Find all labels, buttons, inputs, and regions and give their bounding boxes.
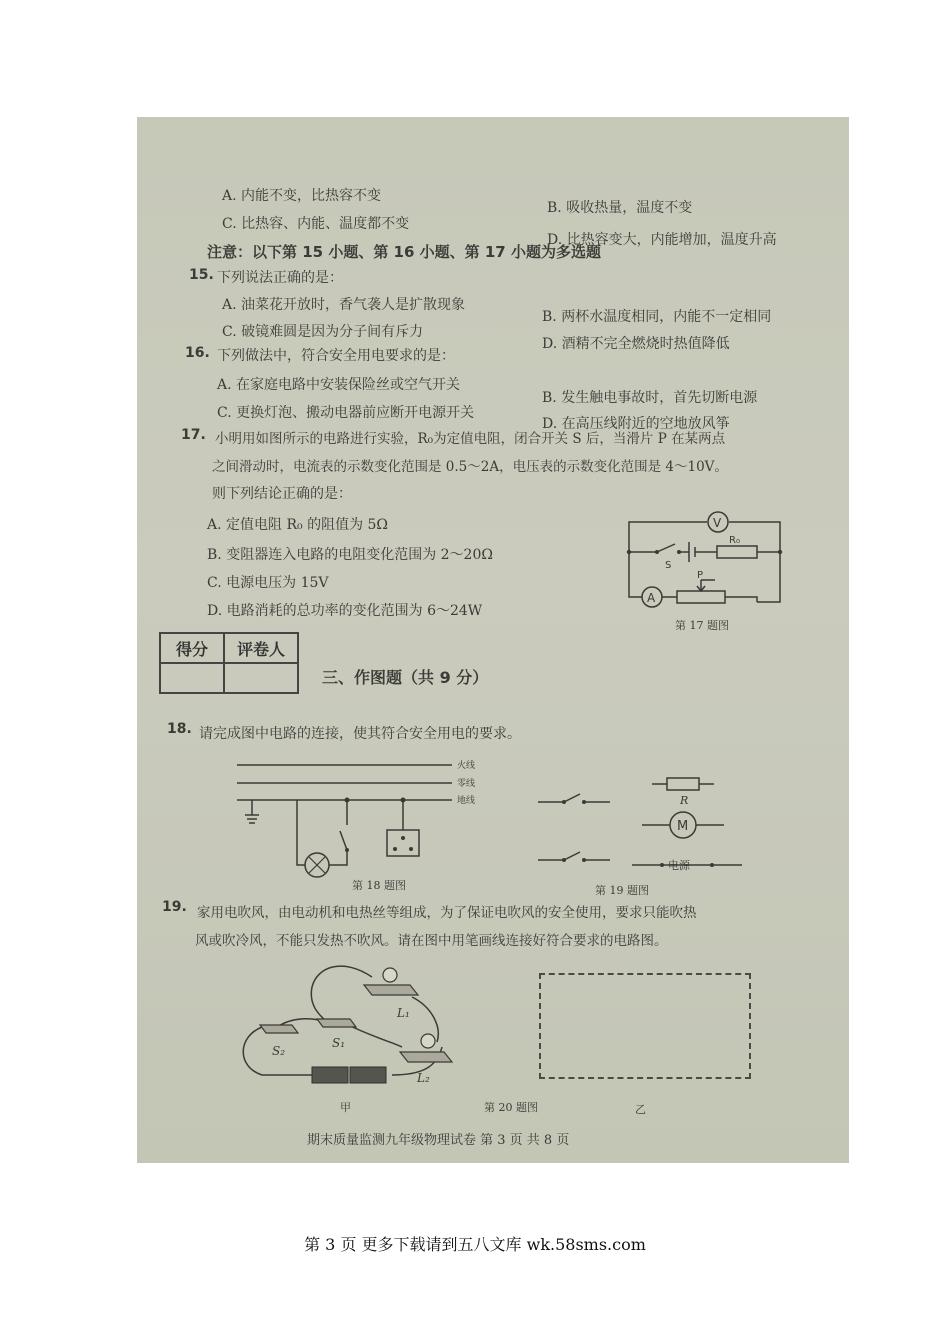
q15-stem: 下列说法正确的是： <box>217 270 343 286</box>
answer-box-yi[interactable] <box>539 973 751 1079</box>
exam-page-photo <box>137 117 849 1163</box>
multi-choice-notice: 注意：以下第 15 小题、第 16 小题、第 17 小题为多选题 <box>207 243 601 261</box>
power-source-label: 电源 <box>668 859 690 872</box>
grader-cell[interactable] <box>224 663 298 693</box>
q19-stem-line1: 家用电吹风，由电动机和电热丝等组成，为了保证电吹风的安全使用，要求只能吹热 <box>197 905 697 921</box>
slider-label: P <box>697 570 704 581</box>
resistor-label: R <box>680 794 689 807</box>
q17-circuit-diagram <box>617 502 792 612</box>
q14-option-c: C. 比热容、内能、温度都不变 <box>222 216 410 232</box>
bulb-l1-icon <box>383 968 397 982</box>
section3-heading: 三、作图题（共 9 分） <box>322 668 489 687</box>
q17-option-a: A. 定值电阻 R₀ 的阻值为 5Ω <box>207 517 389 533</box>
q17-stem-line2: 之间滑动时，电流表的示数变化范围是 0.5～2A，电压表的示数变化范围是 4～10V。 <box>212 459 728 475</box>
q19-fig-caption: 第 19 题图 <box>595 884 649 897</box>
grader-header: 评卷人 <box>224 633 298 663</box>
q19-components-diagram <box>532 772 762 887</box>
q17-stem-line3: 则下列结论正确的是： <box>212 486 352 502</box>
q17-caption: 第 17 题图 <box>675 619 729 632</box>
q15-number: 15. <box>189 267 214 283</box>
q16-number: 16. <box>185 345 210 361</box>
q16-option-b: B. 发生触电事故时，首先切断电源 <box>542 390 758 406</box>
socket-icon <box>345 798 350 803</box>
q18-number: 18. <box>167 721 192 737</box>
score-table <box>159 632 299 694</box>
r0-label: R₀ <box>729 535 740 546</box>
q15-option-a: A. 油菜花开放时，香气袭人是扩散现象 <box>222 297 466 313</box>
bulb-l2-icon <box>421 1034 435 1048</box>
q14-option-a: A. 内能不变，比热容不变 <box>222 188 382 204</box>
label-s2: S₂ <box>272 1044 286 1058</box>
q17-option-c: C. 电源电压为 15V <box>207 575 329 591</box>
voltmeter-label: V <box>713 516 722 530</box>
document-footer: 第 3 页 更多下载请到五八文库 wk.58sms.com <box>304 1235 646 1254</box>
q20-physical-circuit <box>232 957 462 1092</box>
q19-stem-line2: 风或吹冷风，不能只发热不吹风。请在图中用笔画线连接好符合要求的电路图。 <box>195 933 668 949</box>
ground-line-label: 地线 <box>457 796 476 806</box>
q18-caption: 第 18 题图 <box>352 879 406 892</box>
q20-caption: 第 20 题图 <box>484 1101 538 1114</box>
battery-icon <box>312 1067 348 1083</box>
q16-stem: 下列做法中，符合安全用电要求的是： <box>217 348 455 364</box>
label-l1: L₁ <box>397 1006 410 1020</box>
switch-label: S <box>665 560 672 571</box>
q17-option-b: B. 变阻器连入电路的电阻变化范围为 2～20Ω <box>207 547 493 563</box>
exam-page-footer: 期末质量监测九年级物理试卷 第 3 页 共 8 页 <box>307 1133 570 1148</box>
q15-option-d: D. 酒精不完全燃烧时热值降低 <box>542 336 730 352</box>
switch-s2-icon <box>260 1025 298 1033</box>
q15-option-b: B. 两杯水温度相同，内能不一定相同 <box>542 309 772 325</box>
q16-option-a: A. 在家庭电路中安装保险丝或空气开关 <box>217 377 461 393</box>
q17-stem-line1: 小明用如图所示的电路进行实验，R₀为定值电阻，闭合开关 S 后，当滑片 P 在某两点 <box>215 431 726 447</box>
q18-stem: 请完成图中电路的连接，使其符合安全用电的要求。 <box>199 726 521 742</box>
q17-number: 17. <box>181 427 206 443</box>
q14-option-d: D. 比热容变大，内能增加，温度升高 <box>547 232 777 248</box>
score-cell[interactable] <box>160 663 224 693</box>
fire-line-label: 火线 <box>457 761 476 771</box>
switch-s1-icon <box>317 1019 356 1027</box>
ammeter-label: A <box>647 591 656 605</box>
q14-option-b: B. 吸收热量，温度不变 <box>547 200 693 216</box>
q16-option-d: D. 在高压线附近的空地放风筝 <box>542 416 730 432</box>
q15-option-c: C. 破镜难圆是因为分子间有斥力 <box>222 324 424 340</box>
q19-number: 19. <box>162 899 187 915</box>
label-l2: L₂ <box>417 1071 430 1085</box>
q16-option-c: C. 更换灯泡、搬动电器前应断开电源开关 <box>217 405 475 421</box>
label-s1: S₁ <box>332 1036 346 1050</box>
label-yi: 乙 <box>635 1103 646 1116</box>
score-header: 得分 <box>160 633 224 663</box>
label-jia: 甲 <box>340 1101 351 1114</box>
q17-option-d: D. 电路消耗的总功率的变化范围为 6～24W <box>207 603 483 619</box>
neutral-line-label: 零线 <box>457 779 476 789</box>
q18-circuit-diagram <box>237 755 487 875</box>
motor-label: M <box>677 819 689 834</box>
